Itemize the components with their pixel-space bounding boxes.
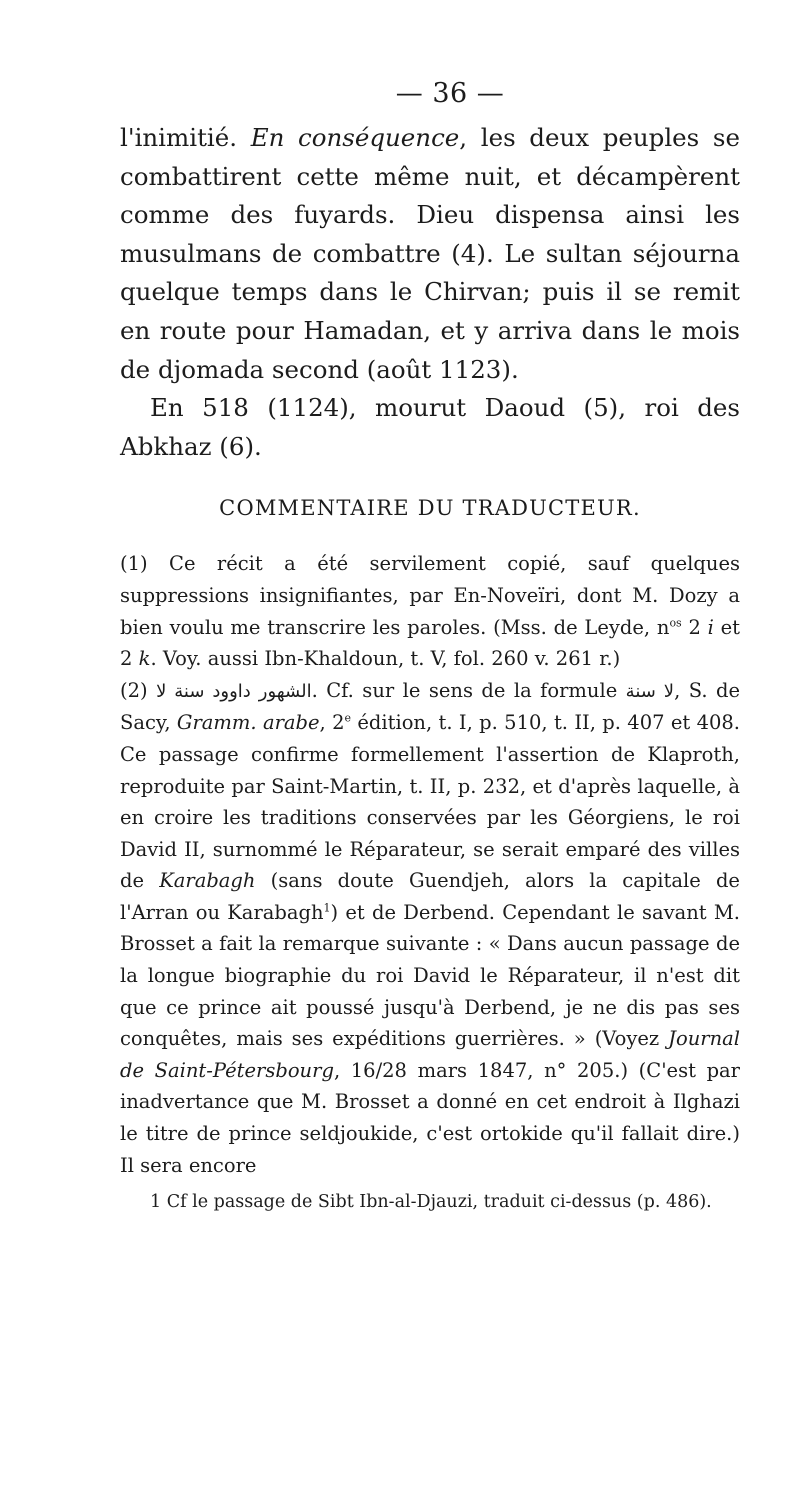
document-page bbox=[120, 78, 740, 1215]
superscript: os bbox=[669, 616, 682, 630]
note-text: (1) Ce récit a été servilement copié, sauf quelques suppressions insignifiantes, par En-Noveïri, dont M. Dozy a bien voulu me transcrire les paroles. (Mss. de Leyde, n bbox=[120, 552, 740, 639]
arabic-formula: ﻻ ﺳﻨﺔ bbox=[625, 680, 675, 702]
note-italic: Gramm. arabe bbox=[176, 711, 320, 735]
superscript: e bbox=[344, 711, 352, 725]
footnote: 1 Cf le passage de Sibt Ibn-al-Djauzi, traduit ci-dessus (p. 486). bbox=[150, 1192, 712, 1213]
note-text: , 16/28 mars 1847, n° 205.) (C'est par inadvertance que M. Brosset a donné en cet endroit à Ilghazi le titre de prince seldjoukide, c'est ortokide qu'il fallait dire.) Il sera encore bbox=[120, 1058, 740, 1177]
main-paragraph-1 bbox=[120, 119, 740, 389]
note-italic: Karabagh bbox=[159, 869, 256, 893]
main-text-part: , les deux peuples se combattirent cette même nuit, et décampèrent comme des fuyards. Dieu dispensa ainsi les musulmans de combattre (4). Le sultan séjourna quelque temps dans le Chirvan; puis il se remit en route pour Hamadan, et y arriva dans le mois de djomada second (août 1123). bbox=[120, 123, 740, 384]
note-italic: Journal de Saint-Pétersbourg bbox=[120, 1027, 740, 1082]
note-text: édition, t. I, p. 510, t. II, p. 407 et 408. Ce passage confirme formellement l'assertion de Klaproth, reproduite par Saint-Martin, t. II, p. 232, et d'après laquelle, à en croire les traditions conservées par les Géorgiens, le roi David II, surnommé le Réparateur, se serait emparé des villes de bbox=[120, 711, 741, 893]
footnote-marker: 1 bbox=[323, 901, 331, 915]
note-text: . Cf. sur le sens de la formule bbox=[311, 678, 626, 702]
note-italic: k bbox=[138, 647, 151, 671]
section-heading: COMMENTAIRE DU TRADUCTEUR. bbox=[219, 496, 641, 521]
note-text: et 2 bbox=[120, 615, 741, 671]
note-text: . Voy. aussi Ibn-Khaldoun, t. V, fol. 260 v. 261 r.) bbox=[150, 647, 621, 671]
note-2 bbox=[120, 675, 740, 1182]
main-italic-phrase: En conséquence bbox=[250, 123, 460, 152]
arabic-phrase: ﺍﻟﺸﻬﻮﺭ ﺩﺍﻭﻭﺩ ﺳﻨﺔ ﻻ bbox=[156, 680, 312, 702]
note-text: (2) bbox=[120, 678, 157, 702]
note-italic: i bbox=[707, 615, 714, 639]
note-text: ) et de Derbend. Cependant le savant M. Brosset a fait la remarque suivante : « Dans aucun passage de la longue biographie du roi David le Réparateur, il n'est dit que ce prince ait poussé jusqu'à Derbend, je ne dis pas ses conquêtes, mais ses expéditions guerrières. » (Voyez bbox=[120, 900, 741, 1051]
main-text-part: l'inimitié. bbox=[120, 123, 251, 152]
commentary-notes bbox=[120, 548, 740, 1181]
note-text: , S. de Sacy, bbox=[120, 678, 741, 735]
main-text bbox=[120, 119, 740, 466]
note-text: , 2 bbox=[319, 711, 345, 735]
main-paragraph-2: En 518 (1124), mourut Daoud (5), roi des Abkhaz (6). bbox=[120, 393, 740, 461]
page-number: — 36 — bbox=[395, 78, 505, 109]
note-1 bbox=[120, 548, 740, 674]
note-text: (sans doute Guendjeh, alors la capitale de l'Arran ou Karabagh bbox=[120, 869, 740, 924]
note-text: 2 bbox=[681, 615, 708, 639]
